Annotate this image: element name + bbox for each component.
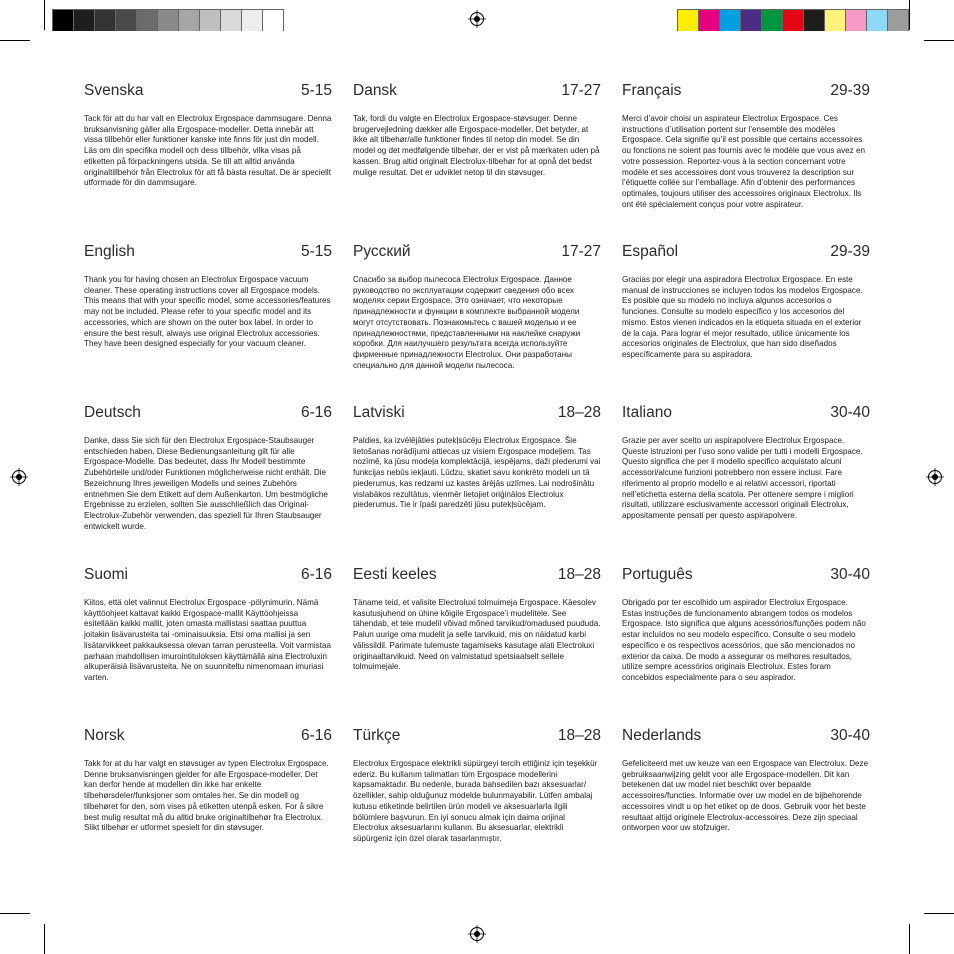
section-francais bbox=[622, 82, 870, 210]
calibration-swatch bbox=[740, 10, 761, 31]
section-norsk bbox=[84, 727, 332, 834]
section-pages: 30-40 bbox=[830, 566, 870, 583]
section-pages: 17-27 bbox=[561, 82, 601, 99]
calibration-swatch bbox=[698, 10, 719, 31]
section-turkce bbox=[353, 727, 601, 845]
calibration-swatch bbox=[73, 10, 94, 31]
section-language: Nederlands bbox=[622, 727, 702, 744]
calibration-swatch bbox=[115, 10, 136, 31]
section-nederlands bbox=[622, 727, 870, 834]
section-pages: 29-39 bbox=[830, 243, 870, 260]
calibration-swatch bbox=[52, 10, 73, 31]
calibration-swatch bbox=[761, 10, 782, 31]
calibration-swatch bbox=[803, 10, 824, 31]
section-pages: 6-16 bbox=[300, 566, 332, 583]
section-eesti bbox=[353, 566, 601, 673]
calibration-swatch bbox=[94, 10, 115, 31]
calibration-swatch bbox=[887, 10, 909, 31]
calibration-swatch bbox=[157, 10, 178, 31]
calibration-swatch bbox=[824, 10, 845, 31]
section-suomi bbox=[84, 566, 332, 684]
section-text: Tak, fordi du valgte en Electrolux Ergospace-støvsuger. Denne brugervejledning dækker alle Ergospace-modeller. Det betyder, at ikke alt tilbehør/alle funktioner findes til netop din model. Se din model og det medfølgende tilbehør, der er vist på mærkaten uden på kassen. Brug altid originalt Electrolux-tilbehør for at opnå det bedst mulige resultat. Det er udviklet netop til din støvsuger. bbox=[353, 114, 600, 177]
section-text: Спасибо за выбор пылесоса Electrolux Ergospace. Данное руководство по эксплуатации содержит сведения обо всех моделях серии Ergospace. Это означает, что некоторые принадлежности и функции в комплекте выбранной модели могут отсутствовать. Познакомьтесь с вашей моделью и ее принадлежностями, представленными на наклейке снаружи коробки. Для наилучшего результата всегда используйте фирменные принадлежности Electrolux. Они разработаны специально для данной модели пылесоса. bbox=[353, 275, 581, 370]
section-pages: 6-16 bbox=[300, 727, 332, 744]
calibration-swatch bbox=[178, 10, 199, 31]
registration-mark-icon bbox=[926, 468, 944, 486]
section-language: Deutsch bbox=[84, 404, 141, 421]
section-pages: 29-39 bbox=[830, 82, 870, 99]
calibration-swatch bbox=[677, 10, 698, 31]
calibration-swatch bbox=[866, 10, 887, 31]
section-italiano bbox=[622, 404, 870, 522]
section-text: Takk for at du har valgt en støvsuger av typen Electrolux Ergospace. Denne bruksanvisningen gjelder for alle Ergospace-modeller. Det kan derfor hende at modellen din ikke har enkelte tilbehørsdeler/funksjoner som omtales her. Se din modell og tilbehøret for den, som vises på etiketten utenpå esken. For å sikre best mulig resultat må du alltid bruke originaltilbehør fra Electrolux. Slikt tilbehør er utformet spesielt for din støvsuger. bbox=[84, 759, 329, 833]
section-text: Täname teid, et valisite Electroluxi tolmuimeja Ergospace. Käesolev kasutusjuhend on ühine kõigile Ergospace’i mudelitele. See tähendab, et teie mudelil võivad mõned tarvikud/omadused puududa. Palun uurige oma mudelit ja selle tarvikuid, mis on näidatud karbi välissildil. Parimate tulemuste tagamiseks kasutage alati Electroluxi originaaltarvikuid. Need on valmistatud spetsiaalselt sellele tolmuimejale. bbox=[353, 598, 601, 672]
section-english bbox=[84, 243, 332, 350]
section-language: Español bbox=[622, 243, 679, 260]
registration-mark-icon bbox=[10, 468, 28, 486]
section-text: Grazie per aver scelto un aspirapolvere Electrolux Ergospace. Queste istruzioni per l’uso sono valide per tutti i modelli Ergospace. Questo significa che per il modello specifico acquistato alcuni accessori/alcune funzioni potrebbero non essere inclusi. Fare riferimento al proprio modello e ai relativi accessori, riportati nell’etichetta esterna della scatola. Per ottenere sempre i migliori risultati, utilizzare esclusivamente accessori originali Electrolux, appositamente pensati per questo aspirapolvere. bbox=[622, 436, 863, 520]
grayscale-calibration-bar bbox=[52, 9, 284, 30]
section-text: Tack för att du har valt en Electrolux Ergospace dammsugare. Denna bruksanvisning gäller alla Ergospace-modeller. Detta innebär att vissa tillbehör eller funktioner kanske inte finns för just din modell. Läs om din specifika modell och dess tillbehör, vilka visas på etiketten på förpackningens utsida. Se till att alltid använda originaltillbehör från Electrolux för att få bästa resultat. De är speciellt utformade för din dammsugare. bbox=[84, 114, 332, 188]
calibration-swatch bbox=[782, 10, 803, 31]
section-deutsch bbox=[84, 404, 332, 532]
section-dansk bbox=[353, 82, 601, 178]
section-pages: 30-40 bbox=[830, 404, 870, 421]
color-calibration-bar bbox=[677, 9, 909, 30]
section-pages: 6-16 bbox=[300, 404, 332, 421]
section-language: Norsk bbox=[84, 727, 125, 744]
section-portugues bbox=[622, 566, 870, 684]
calibration-swatch bbox=[241, 10, 262, 31]
calibration-swatch bbox=[220, 10, 241, 31]
section-text: Obrigado por ter escolhido um aspirador Electrolux Ergospace. Estas instruções de funcionamento abrangem todos os modelos Ergospace. Isto significa que alguns acessórios/funções podem não estar incluídos no seu modelo específico. Consulte o seu modelo específico e os respectivos acessórios, que são mencionados no exterior da caixa. De modo a assegurar os melhores resultados, utilize sempre acessórios originais Electrolux. Estes foram concebidos especialmente para o seu aspirador. bbox=[622, 598, 866, 682]
section-pages: 5-15 bbox=[300, 82, 332, 99]
section-language: Türkçe bbox=[353, 727, 401, 744]
section-language: Français bbox=[622, 82, 682, 99]
section-language: Português bbox=[622, 566, 693, 583]
section-language: Eesti keeles bbox=[353, 566, 437, 583]
section-text: Gefeliciteerd met uw keuze van een Ergospace van Electrolux. Deze gebruiksaanwijzing geldt voor alle Ergospace-modellen. Dit kan betekenen dat uw model niet beschikt over bepaalde accessoires/functies. Informatie over uw model en de bijbehorende accessoires vindt u op het etiket op de doos. Gebruik voor het beste resultaat altijd originele Electrolux-accessoires. Deze zijn speciaal ontworpen voor uw stofzuiger. bbox=[622, 759, 869, 833]
calibration-swatch bbox=[719, 10, 740, 31]
registration-mark-icon bbox=[468, 10, 486, 28]
section-pages: 5-15 bbox=[300, 243, 332, 260]
section-pages: 18–28 bbox=[557, 566, 601, 583]
section-text: Danke, dass Sie sich für den Electrolux Ergospace-Staubsauger entschieden haben. Diese Bedienungsanleitung gilt für alle Ergospace-Modelle. Das bedeutet, dass Ihr Modell bestimmte Zubehörteile und/oder Funktionen möglicherweise nicht enthält. Die Bezeichnung Ihres jeweiligen Modells und seines Zubehörs entnehmen Sie dem Etikett auf dem Außenkarton. Um bestmögliche Ergebnisse zu erzielen, sollten Sie ausschließlich das Original-Electrolux-Zubehör verwenden, das speziell für Ihren Staubsauger entwickelt wurde. bbox=[84, 436, 328, 531]
section-language: Svenska bbox=[84, 82, 144, 99]
calibration-swatch bbox=[845, 10, 866, 31]
section-language: English bbox=[84, 243, 135, 260]
section-language: Dansk bbox=[353, 82, 397, 99]
section-latviski bbox=[353, 404, 601, 511]
section-text: Merci d’avoir choisi un aspirateur Electrolux Ergospace. Ces instructions d’utilisation portent sur l’ensemble des modèles Ergospace. Cela signifie qu’il est possible que certains accessoires ou fonctions ne soient pas fournis avec le modèle que vous avez en votre possession. Reportez-vous à la section concernant votre modèle et ses accessoires dont vous trouverez la description sur l’étiquette collée sur l’emballage. Afin d’obtenir des performances optimales, toujours utiliser des accessoires originaux Electrolux. Ils ont été spécialement conçus pour votre aspirateur. bbox=[622, 114, 865, 209]
registration-mark-icon bbox=[468, 925, 486, 943]
section-espanol bbox=[622, 243, 870, 361]
section-language: Latviski bbox=[353, 404, 405, 421]
calibration-swatch bbox=[262, 10, 284, 31]
section-pages: 30-40 bbox=[830, 727, 870, 744]
section-text: Paldies, ka izvēlējāties putekļsūcēju Electrolux Ergospace. Šie lietošanas norādījumi attiecas uz visiem Ergospace modeļiem. Tas nozīmē, ka jūsu modeļa komplektācijā, iespējams, daži piederumi vai funkcijas nebūs iekļauti. Lūdzu, skatiet savu konkrēto modeli un tā piederumus, kas redzami uz kastes ārējās uzlīmes. Lai nodrošinātu vislabākos rezultātus, vienmēr lietojiet oriģinālos Electrolux piederumus. Tie ir īpaši paredzēti jūsu putekļsūcējam. bbox=[353, 436, 601, 510]
calibration-swatch bbox=[136, 10, 157, 31]
section-pages: 17-27 bbox=[561, 243, 601, 260]
section-russian bbox=[353, 243, 601, 371]
section-pages: 18–28 bbox=[557, 727, 601, 744]
section-pages: 18–28 bbox=[557, 404, 601, 421]
section-text: Kiitos, että olet valinnut Electrolux Ergospace -pölynimurin. Nämä käyttöohjeet kattavat kaikki Ergospace-mallit Käyttöohjeissa esitellään kaikki mallit, joten omasta mallistasi saattaa puuttua joitakin lisävarusteita tai -ominaisuuksia. Etsi oma mallisi ja sen lisätarvikkeet pakkauksessa olevan tarran perusteella. Voit varmistaa parhaan mahdollisen imurointituloksen käyttämällä aina Electroluxin alkuperäisiä lisävarusteita. Ne on suunniteltu nimenomaan imuriasi varten. bbox=[84, 598, 331, 682]
section-language: Русский bbox=[353, 243, 411, 260]
section-text: Gracias por elegir una aspiradora Electrolux Ergospace. En este manual de instrucciones se incluyen todos los modelos Ergospace. Es posible que su modelo no incluya algunos accesorios o funciones. Consulte su modelo específico y los accesorios del mismo. Estos vienen indicados en la etiqueta situada en el exterior de la caja. Para lograr el mejor resultado, utilice únicamente los accesorios originales de Electrolux, que han sido diseñados específicamente para su aspiradora. bbox=[622, 275, 863, 359]
section-text: Electrolux Ergospace elektrikli süpürgeyi tercih ettiğiniz için teşekkür ederiz. Bu kullanım talimatları tüm Ergospace modellerini kapsamaktadır. Bu nedenle, burada bahsedilen bazı aksesuarlar/özellikler, sahip olduğunuz modelde bulunmayabilir. Lütfen ambalaj kutusu etiketinde belirtilen ürün modeli ve aksesuarlarla ilgili bölümlere başvurun. En iyi sonucu almak için daima orijinal Electrolux aksesuarlarını kullanın. Bu aksesuarlar, elektrikli süpürgeniz için özel olarak tasarlanmıştır. bbox=[353, 759, 598, 843]
section-language: Suomi bbox=[84, 566, 128, 583]
section-language: Italiano bbox=[622, 404, 672, 421]
calibration-swatch bbox=[199, 10, 220, 31]
section-text: Thank you for having chosen an Electrolux Ergospace vacuum cleaner. These operating instructions cover all Ergospace models. This means that with your specific model, some accessories/features may not be included. Please refer to your specific model and its accessories, which are shown on the outer box label. In order to ensure the best result, always use original Electrolux accessories. They have been designed especially for your vacuum cleaner. bbox=[84, 275, 331, 349]
section-svenska bbox=[84, 82, 332, 189]
